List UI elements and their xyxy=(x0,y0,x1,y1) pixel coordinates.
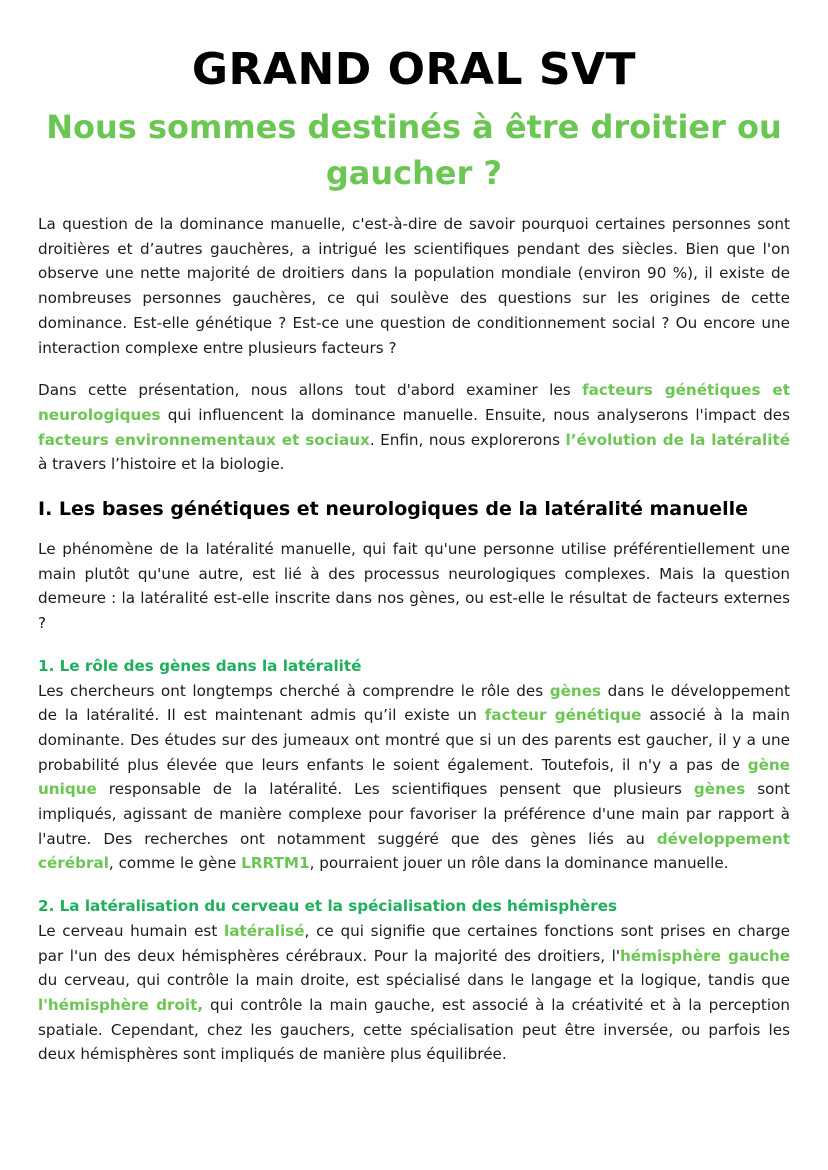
highlight-single-gene: gène unique xyxy=(38,755,790,799)
subsection-2 xyxy=(38,894,790,1067)
subsection-1-heading: 1. Le rôle des gènes dans la latéralité xyxy=(38,656,362,675)
text-span: qui influencent la dominance manuelle. Ensuite, nous analyserons l'impact des xyxy=(160,405,790,424)
intro-paragraph-1: La question de la dominance manuelle, c'est-à-dire de savoir pourquoi certaines personnes sont droitières et d’autres gauchères, a intrigué les scientifiques pendant des siècles. Bien que l'on observe une nette majorité de droitiers dans la population mondiale (environ 90 %), il existe de nombreuses personnes gauchères, ce qui soulève des questions sur les origines de cette dominance. Est-elle génétique ? Est-ce une question de conditionnement social ? Ou encore une interaction complexe entre plusieurs facteurs ? xyxy=(38,215,790,357)
subsection-1 xyxy=(38,654,790,876)
highlight-genes-2: gènes xyxy=(693,780,746,799)
highlight-genetic-factor: facteur génétique xyxy=(484,706,642,725)
text-span: associé à la main dominante. Des études sur des jumeaux ont montré que si un des parents est gaucher, il y a une probabilité plus élevée que leurs enfants le soient également. Toutefois, il n'y a pas de xyxy=(38,706,790,774)
text-span: , pourraient jouer un rôle dans la dominance manuelle. xyxy=(309,854,729,873)
subsection-2-heading: 2. La latéralisation du cerveau et la spécialisation des hémisphères xyxy=(38,897,618,916)
text-span: , ce qui signifie que certaines fonctions sont prises en charge par l'un des deux hémisphères cérébraux. Pour la majorité des droitiers, l' xyxy=(38,921,790,965)
highlight-right-hemisphere: l'hémisphère droit, xyxy=(38,995,204,1014)
text-span: qui contrôle la main gauche, est associé à la créativité et à la perception spatiale. Cependant, chez les gauchers, cette spécialisation peut être inversée, ou parfois les deux hémisphères sont impliqués de manière plus équilibrée. xyxy=(38,995,790,1064)
text-span: , comme le gène xyxy=(108,854,242,873)
page-subtitle: Nous sommes destinés à être droitier ou gaucher ? xyxy=(46,108,782,192)
highlight-brain-development: développement cérébral xyxy=(38,829,790,873)
text-span: sont impliqués, agissant de manière complexe pour favoriser la préférence d'une main par rapport à l'autre. Des recherches ont notamment suggéré que des gènes liés au xyxy=(38,780,790,848)
text-span: du cerveau, qui contrôle la main droite, est spécialisé dans le langage et la logique, tandis que xyxy=(38,971,790,990)
text-span: responsable de la latéralité. Les scientifiques pensent que plusieurs xyxy=(96,780,694,799)
highlight-lateralised: latéralisé xyxy=(224,921,305,940)
subsection-2-body xyxy=(38,919,790,1067)
highlight-lrrtm1: LRRTM1 xyxy=(241,854,310,873)
highlight-left-hemisphere: hémisphère gauche xyxy=(620,946,790,965)
text-span: Dans cette présentation, nous allons tout d'abord examiner les xyxy=(38,381,583,400)
highlight-environmental-factors: facteurs environnementaux et sociaux xyxy=(38,430,370,449)
text-span: à travers l’histoire et la biologie. xyxy=(38,455,285,474)
text-span: dans le développement de la latéralité. Il est maintenant admis qu’il existe un xyxy=(38,681,790,725)
highlight-genes: gènes xyxy=(549,681,602,700)
text-span: Les chercheurs ont longtemps cherché à comprendre le rôle des xyxy=(38,681,550,700)
intro-paragraph-2 xyxy=(38,378,790,477)
page-title: GRAND ORAL SVT xyxy=(191,44,637,95)
highlight-evolution: l’évolution de la latéralité xyxy=(565,430,790,449)
highlight-genetic-factors: facteurs génétiques et neurologiques xyxy=(38,381,790,424)
text-span: . Enfin, nous explorerons xyxy=(369,430,566,449)
subsection-1-body xyxy=(38,679,790,877)
section-1-heading: I. Les bases génétiques et neurologiques de la latéralité manuelle xyxy=(38,498,748,521)
text-span: Le cerveau humain est xyxy=(38,921,225,940)
section-1-intro: Le phénomène de la latéralité manuelle, qui fait qu'une personne utilise préférentiellement une main plutôt qu'une autre, est lié à des processus neurologiques complexes. Mais la question demeure : la latéralité est-elle inscrite dans nos gènes, ou est-elle le résultat de facteurs externes ? xyxy=(38,540,790,633)
